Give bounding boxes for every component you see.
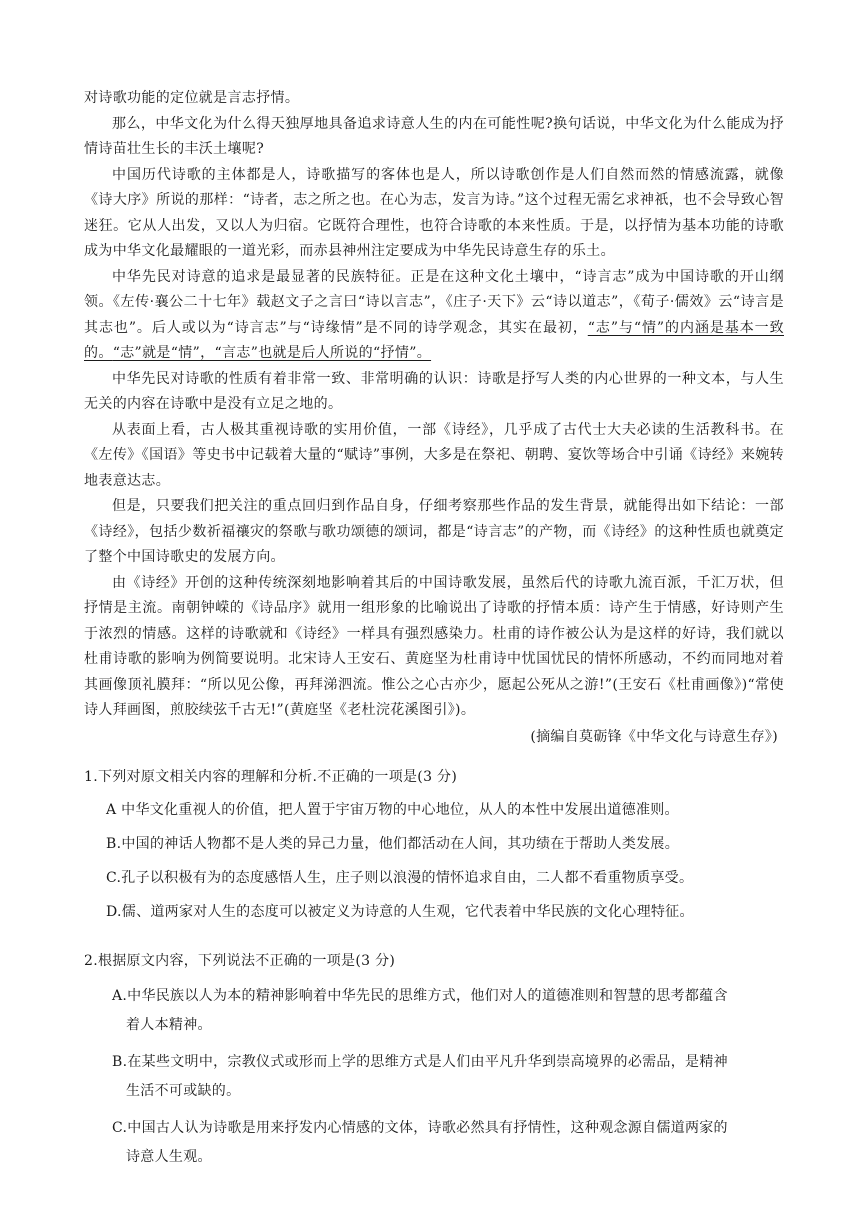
paragraph-4-text: 中华先民对诗意的追求是最显著的民族特征。正是在这种文化土壤中，“诗言志”成为中国诗歌的开山纲领。《左传·襄公二十七年》载赵文子之言曰“诗以言志”，《庄子·天下》云“诗以道志”，《荀子·儒效》云“诗言是其志也”。后人或以为“诗言志”与“诗缘情”是不同的诗学观念，其实在最初， xyxy=(84,268,784,336)
option-a-line-2: 着人本精神。 xyxy=(126,1016,212,1033)
option-a-line-1: A.中华民族以人为本的精神影响着中华先民的思维方式，他们对人的道德准则和智慧的思考都蕴含 xyxy=(112,987,728,1004)
question-1-option-c: C.孔子以积极有为的态度感悟人生，庄子则以浪漫的情怀追求自由，二人都不看重物质享受。 xyxy=(106,869,694,886)
passage-paragraph-3: 中国历代诗歌的主体都是人，诗歌描写的客体也是人，所以诗歌创作是人们自然而然的情感流露，就像《诗大序》所说的那样：“诗者，志之所之也。在心为志，发言为诗。”这个过程无需乞求神祇，也不会导致心智迷狂。它从人出发，又以人为归宿。它既符合理性，也符合诗歌的本来性质。于是，以抒情为基本功能的诗歌成为中华文化最耀眼的一道光彩，而赤县神州注定要成为中华先民诗意生存的乐土。 xyxy=(84,166,784,259)
passage-paragraph-2: 那么，中华文化为什么得天独厚地具备追求诗意人生的内在可能性呢?换句话说，中华文化为什么能成为抒情诗苗壮生长的丰沃土壤呢? xyxy=(84,115,784,157)
question-1-option-d: D.儒、道两家对人生的态度可以被定义为诗意的人生观，它代表着中华民族的文化心理特征。 xyxy=(106,903,694,920)
option-b-line-2: 生活不可或缺的。 xyxy=(126,1082,241,1099)
passage-paragraph-1: 对诗歌功能的定位就是言志抒情。 xyxy=(84,90,300,106)
question-2-title: 2.根据原文内容，下列说法不正确的一项是(3 分) xyxy=(84,952,396,969)
passage-paragraph-8: 由《诗经》开创的这种传统深刻地影响着其后的中国诗歌发展，虽然后代的诗歌九流百派，千汇万状，但抒情是主流。南朝钟嵘的《诗品序》就用一组形象的比喻说出了诗歌的抒情本质：诗产生于情感，好诗则产生于浓烈的情感。这样的诗歌就和《诗经》一样具有强烈感染力。杜甫的诗作被公认为是这样的好诗，我们就以杜甫诗歌的影响为例简要说明。北宋诗人王安石、黄庭坚为杜甫诗中忧国忧民的情怀所感动，不约而同地对着其画像顶礼膜拜：“所以见公像，再拜涕泗流。惟公之心古亦少，愿起公死从之游!”(王安石《杜甫画像》)“常使诗人拜画图，煎胶续弦千古无!”(黄庭坚《老杜浣花溪图引》)。 xyxy=(84,574,784,718)
passage-paragraph-6: 从表面上看，古人极其重视诗歌的实用价值，一部《诗经》，几乎成了古代士大夫必读的生活教科书。在《左传》《国语》等史书中记载着大量的“赋诗”事例，大多是在祭祀、朝聘、宴饮等场合中引诵《诗经》来婉转地表意达志。 xyxy=(84,421,784,489)
question-1-option-a: A 中华文化重视人的价值，把人置于宇宙万物的中心地位，从人的本性中发展出道德准则。 xyxy=(106,801,679,818)
option-c-line-1: C.中国古人认为诗歌是用来抒发内心情感的文体，诗歌必然具有抒情性，这种观念源自儒道两家的 xyxy=(112,1119,728,1136)
question-2-option-c xyxy=(112,1114,784,1172)
document-page xyxy=(84,86,784,1172)
underlined-sentence-1: “志”与“情”的内涵是基本一致的。 xyxy=(84,319,784,361)
question-1-title: 1.下列对原文相关内容的理解和分析.不正确的一项是(3 分) xyxy=(84,768,458,785)
passage-source: (摘编自莫砺锋《中华文化与诗意生存》) xyxy=(530,728,778,745)
passage-paragraph-7: 但是，只要我们把关注的重点回归到作品自身，仔细考察那些作品的发生背景，就能得出如下结论：一部《诗经》，包括少数祈福禳灾的祭歌与歌功颂德的颂词，都是“诗言志”的产物，而《诗经》的这种性质也就奠定了整个中国诗歌史的发展方向。 xyxy=(84,498,784,565)
option-c-line-2: 诗意人生观。 xyxy=(126,1148,212,1165)
passage-paragraph-5: 中华先民对诗歌的性质有着非常一致、非常明确的认识：诗歌是抒写人类的内心世界的一种文本，与人生无关的内容在诗歌中是没有立足之地的。 xyxy=(84,370,784,412)
question-2-option-a xyxy=(112,982,784,1040)
underlined-sentence-2: “志”就是“情”，“言志”也就是后人所说的“抒情”。 xyxy=(112,345,432,361)
passage-paragraph-4 xyxy=(84,265,784,367)
option-b-line-1: B.在某些文明中，宗教仪式或形而上学的思维方式是人们由平凡升华到崇高境界的必需品，是精神 xyxy=(112,1053,728,1070)
question-1-option-b: B.中国的神话人物都不是人类的异己力量，他们都活动在人间，其功绩在于帮助人类发展。 xyxy=(106,835,680,852)
question-2-option-b xyxy=(112,1048,784,1106)
